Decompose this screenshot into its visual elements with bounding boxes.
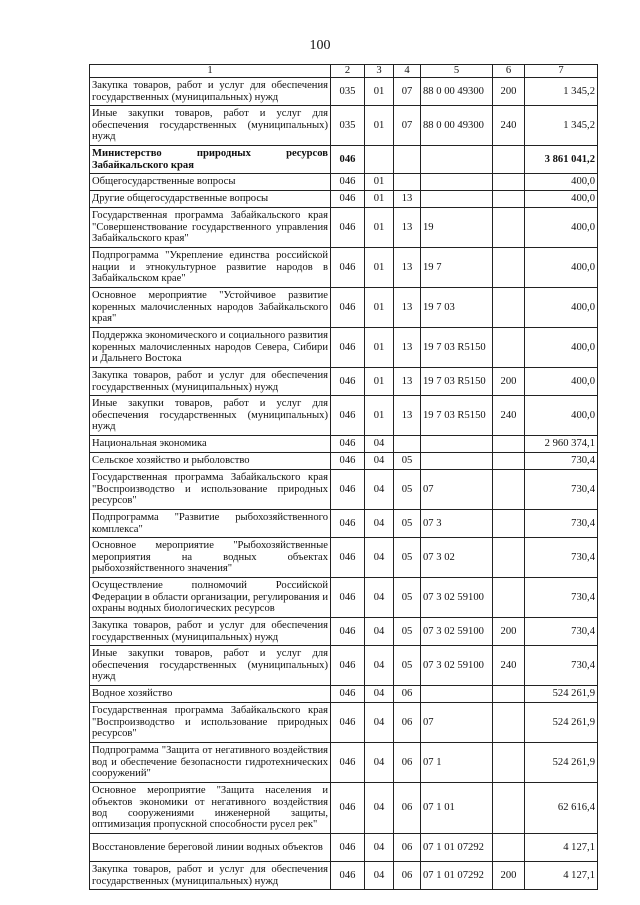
row-amount: 3 861 041,2 bbox=[525, 146, 598, 174]
row-subsection-code: 13 bbox=[394, 328, 421, 368]
table-row bbox=[90, 78, 598, 106]
row-subsection-code: 13 bbox=[394, 288, 421, 328]
row-subsection-code: 13 bbox=[394, 208, 421, 248]
row-subsection-code: 05 bbox=[394, 470, 421, 510]
row-amount: 400,0 bbox=[525, 208, 598, 248]
row-name-cell: Закупка товаров, работ и услуг для обеспечения государственных (муниципальных) нужд bbox=[90, 862, 331, 890]
table-row bbox=[90, 538, 598, 578]
row-name-cell: Восстановление береговой линии водных объектов bbox=[90, 834, 331, 862]
row-target-article: 19 7 03 R5150 bbox=[421, 396, 493, 436]
row-ministry-code: 046 bbox=[331, 248, 365, 288]
row-ministry-code: 046 bbox=[331, 510, 365, 538]
row-amount: 730,4 bbox=[525, 510, 598, 538]
row-section-code: 04 bbox=[365, 618, 394, 646]
row-target-article: 19 7 03 R5150 bbox=[421, 368, 493, 396]
row-amount: 524 261,9 bbox=[525, 686, 598, 703]
row-target-article: 07 3 02 59100 bbox=[421, 578, 493, 618]
row-amount: 524 261,9 bbox=[525, 743, 598, 783]
row-expense-type: 200 bbox=[493, 618, 525, 646]
header-col-3: 3 bbox=[365, 65, 394, 78]
row-ministry-code: 046 bbox=[331, 470, 365, 510]
row-target-article: 07 bbox=[421, 703, 493, 743]
table-row bbox=[90, 174, 598, 191]
row-expense-type bbox=[493, 538, 525, 578]
row-ministry-code: 046 bbox=[331, 368, 365, 396]
row-section-code: 04 bbox=[365, 436, 394, 453]
row-amount: 730,4 bbox=[525, 470, 598, 510]
table-row bbox=[90, 248, 598, 288]
row-name-cell: Государственная программа Забайкальского края "Воспроизводство и использование природных ресурсов" bbox=[90, 470, 331, 510]
table-row bbox=[90, 743, 598, 783]
row-name-cell: Закупка товаров, работ и услуг для обеспечения государственных (муниципальных) нужд bbox=[90, 78, 331, 106]
table-row bbox=[90, 783, 598, 834]
row-amount: 400,0 bbox=[525, 191, 598, 208]
page-number: 100 bbox=[309, 38, 331, 53]
table-row bbox=[90, 328, 598, 368]
row-ministry-code: 046 bbox=[331, 703, 365, 743]
row-subsection-code: 06 bbox=[394, 743, 421, 783]
row-target-article: 19 bbox=[421, 208, 493, 248]
row-expense-type bbox=[493, 328, 525, 368]
row-name-cell: Иные закупки товаров, работ и услуг для обеспечения государственных (муниципальных) нужд bbox=[90, 646, 331, 686]
row-name-cell: Водное хозяйство bbox=[90, 686, 331, 703]
row-amount: 4 127,1 bbox=[525, 862, 598, 890]
row-subsection-code bbox=[394, 174, 421, 191]
header-col-2: 2 bbox=[331, 65, 365, 78]
row-expense-type bbox=[493, 208, 525, 248]
row-amount: 400,0 bbox=[525, 396, 598, 436]
row-amount: 1 345,2 bbox=[525, 78, 598, 106]
row-target-article: 07 1 01 07292 bbox=[421, 862, 493, 890]
table-row bbox=[90, 703, 598, 743]
row-name-cell: Подпрограмма "Укрепление единства российской нации и этнокультурное развитие народов в Забайкальском крае" bbox=[90, 248, 331, 288]
row-amount: 400,0 bbox=[525, 328, 598, 368]
row-name-cell: Поддержка экономического и социального развития коренных малочисленных народов Севера, Сибири и Дальнего Востока bbox=[90, 328, 331, 368]
row-ministry-code: 046 bbox=[331, 862, 365, 890]
table-row bbox=[90, 453, 598, 470]
row-name-cell: Иные закупки товаров, работ и услуг для обеспечения государственных (муниципальных) нужд bbox=[90, 396, 331, 436]
row-name-cell: Министерство природных ресурсов Забайкальского края bbox=[90, 146, 331, 174]
table-row bbox=[90, 368, 598, 396]
row-target-article: 19 7 03 bbox=[421, 288, 493, 328]
row-section-code: 01 bbox=[365, 174, 394, 191]
row-target-article bbox=[421, 436, 493, 453]
row-section-code: 04 bbox=[365, 686, 394, 703]
row-ministry-code: 046 bbox=[331, 783, 365, 834]
row-ministry-code: 046 bbox=[331, 834, 365, 862]
row-amount: 4 127,1 bbox=[525, 834, 598, 862]
row-expense-type bbox=[493, 288, 525, 328]
row-section-code: 04 bbox=[365, 538, 394, 578]
row-ministry-code: 046 bbox=[331, 146, 365, 174]
table-row bbox=[90, 208, 598, 248]
row-section-code: 01 bbox=[365, 106, 394, 146]
row-expense-type: 240 bbox=[493, 396, 525, 436]
row-name-cell: Закупка товаров, работ и услуг для обеспечения государственных (муниципальных) нужд bbox=[90, 618, 331, 646]
row-ministry-code: 046 bbox=[331, 743, 365, 783]
row-target-article: 07 1 bbox=[421, 743, 493, 783]
row-target-article: 07 3 02 bbox=[421, 538, 493, 578]
row-name-cell: Осуществление полномочий Российской Федерации в области организации, регулирования и охраны водных биологических ресурсов bbox=[90, 578, 331, 618]
row-subsection-code: 06 bbox=[394, 686, 421, 703]
row-amount: 2 960 374,1 bbox=[525, 436, 598, 453]
row-section-code: 04 bbox=[365, 578, 394, 618]
table-row bbox=[90, 470, 598, 510]
row-expense-type bbox=[493, 703, 525, 743]
row-expense-type bbox=[493, 510, 525, 538]
row-name-cell: Подпрограмма "Развитие рыбохозяйственного комплекса" bbox=[90, 510, 331, 538]
row-expense-type bbox=[493, 248, 525, 288]
row-ministry-code: 046 bbox=[331, 686, 365, 703]
row-ministry-code: 046 bbox=[331, 208, 365, 248]
row-subsection-code: 13 bbox=[394, 191, 421, 208]
row-section-code: 04 bbox=[365, 834, 394, 862]
row-subsection-code: 06 bbox=[394, 783, 421, 834]
row-target-article bbox=[421, 453, 493, 470]
row-expense-type bbox=[493, 146, 525, 174]
row-subsection-code: 13 bbox=[394, 368, 421, 396]
row-expense-type bbox=[493, 453, 525, 470]
row-target-article bbox=[421, 686, 493, 703]
row-target-article: 07 bbox=[421, 470, 493, 510]
table-header-row bbox=[90, 65, 598, 78]
table-row bbox=[90, 646, 598, 686]
row-ministry-code: 046 bbox=[331, 436, 365, 453]
header-col-5: 5 bbox=[421, 65, 493, 78]
row-name-cell: Государственная программа Забайкальского края "Совершенствование государственного управления Забайкальского края" bbox=[90, 208, 331, 248]
row-subsection-code: 13 bbox=[394, 396, 421, 436]
row-amount: 730,4 bbox=[525, 618, 598, 646]
row-ministry-code: 046 bbox=[331, 396, 365, 436]
row-ministry-code: 046 bbox=[331, 618, 365, 646]
row-ministry-code: 046 bbox=[331, 646, 365, 686]
row-target-article: 88 0 00 49300 bbox=[421, 78, 493, 106]
row-subsection-code: 07 bbox=[394, 106, 421, 146]
table-row bbox=[90, 396, 598, 436]
row-target-article: 19 7 bbox=[421, 248, 493, 288]
row-target-article bbox=[421, 174, 493, 191]
row-amount: 400,0 bbox=[525, 248, 598, 288]
row-expense-type bbox=[493, 834, 525, 862]
row-amount: 524 261,9 bbox=[525, 703, 598, 743]
row-amount: 400,0 bbox=[525, 368, 598, 396]
row-target-article: 07 3 bbox=[421, 510, 493, 538]
row-expense-type: 200 bbox=[493, 78, 525, 106]
row-name-cell: Основное мероприятие "Рыбохозяйственные мероприятия на водных объектах рыбохозяйственного значения" bbox=[90, 538, 331, 578]
row-section-code: 04 bbox=[365, 743, 394, 783]
table-row bbox=[90, 618, 598, 646]
row-name-cell: Национальная экономика bbox=[90, 436, 331, 453]
row-name-cell: Иные закупки товаров, работ и услуг для обеспечения государственных (муниципальных) нужд bbox=[90, 106, 331, 146]
row-amount: 62 616,4 bbox=[525, 783, 598, 834]
row-target-article bbox=[421, 191, 493, 208]
row-section-code: 01 bbox=[365, 208, 394, 248]
row-ministry-code: 046 bbox=[331, 174, 365, 191]
row-name-cell: Общегосударственные вопросы bbox=[90, 174, 331, 191]
row-amount: 400,0 bbox=[525, 288, 598, 328]
row-section-code: 04 bbox=[365, 783, 394, 834]
row-subsection-code: 07 bbox=[394, 78, 421, 106]
table-row bbox=[90, 436, 598, 453]
row-section-code: 01 bbox=[365, 248, 394, 288]
header-col-6: 6 bbox=[493, 65, 525, 78]
row-expense-type: 200 bbox=[493, 368, 525, 396]
budget-table bbox=[89, 64, 598, 890]
table-row bbox=[90, 146, 598, 174]
row-amount: 730,4 bbox=[525, 453, 598, 470]
row-target-article bbox=[421, 146, 493, 174]
row-target-article: 19 7 03 R5150 bbox=[421, 328, 493, 368]
row-expense-type bbox=[493, 470, 525, 510]
row-section-code: 04 bbox=[365, 510, 394, 538]
row-ministry-code: 046 bbox=[331, 578, 365, 618]
row-section-code: 01 bbox=[365, 396, 394, 436]
row-target-article: 07 3 02 59100 bbox=[421, 646, 493, 686]
row-target-article: 88 0 00 49300 bbox=[421, 106, 493, 146]
row-name-cell: Государственная программа Забайкальского края "Воспроизводство и использование природных ресурсов" bbox=[90, 703, 331, 743]
row-section-code: 01 bbox=[365, 368, 394, 396]
row-subsection-code: 05 bbox=[394, 453, 421, 470]
row-target-article: 07 1 01 bbox=[421, 783, 493, 834]
table-row bbox=[90, 834, 598, 862]
row-expense-type: 240 bbox=[493, 106, 525, 146]
row-name-cell: Закупка товаров, работ и услуг для обеспечения государственных (муниципальных) нужд bbox=[90, 368, 331, 396]
row-name-cell: Подпрограмма "Защита от негативного воздействия вод и обеспечение безопасности гидротехнических сооружений" bbox=[90, 743, 331, 783]
row-subsection-code: 13 bbox=[394, 248, 421, 288]
row-expense-type bbox=[493, 578, 525, 618]
row-amount: 1 345,2 bbox=[525, 106, 598, 146]
row-expense-type: 200 bbox=[493, 862, 525, 890]
row-ministry-code: 035 bbox=[331, 106, 365, 146]
row-expense-type bbox=[493, 783, 525, 834]
row-subsection-code: 05 bbox=[394, 538, 421, 578]
row-amount: 730,4 bbox=[525, 646, 598, 686]
table-row bbox=[90, 288, 598, 328]
row-subsection-code bbox=[394, 146, 421, 174]
row-ministry-code: 046 bbox=[331, 288, 365, 328]
table-row bbox=[90, 578, 598, 618]
row-name-cell: Основное мероприятие "Устойчивое развитие коренных малочисленных народов Забайкальского края" bbox=[90, 288, 331, 328]
row-name-cell: Сельское хозяйство и рыболовство bbox=[90, 453, 331, 470]
row-subsection-code: 05 bbox=[394, 510, 421, 538]
row-subsection-code: 05 bbox=[394, 646, 421, 686]
row-expense-type: 240 bbox=[493, 646, 525, 686]
row-ministry-code: 035 bbox=[331, 78, 365, 106]
row-target-article: 07 3 02 59100 bbox=[421, 618, 493, 646]
table-row bbox=[90, 106, 598, 146]
row-expense-type bbox=[493, 743, 525, 783]
row-ministry-code: 046 bbox=[331, 191, 365, 208]
row-subsection-code: 06 bbox=[394, 862, 421, 890]
table-row bbox=[90, 686, 598, 703]
header-col-4: 4 bbox=[394, 65, 421, 78]
row-ministry-code: 046 bbox=[331, 538, 365, 578]
table-row bbox=[90, 862, 598, 890]
row-amount: 730,4 bbox=[525, 538, 598, 578]
row-section-code: 04 bbox=[365, 646, 394, 686]
table-row bbox=[90, 510, 598, 538]
row-section-code: 01 bbox=[365, 328, 394, 368]
row-section-code: 01 bbox=[365, 78, 394, 106]
row-subsection-code: 05 bbox=[394, 618, 421, 646]
row-ministry-code: 046 bbox=[331, 328, 365, 368]
header-col-7: 7 bbox=[525, 65, 598, 78]
row-amount: 730,4 bbox=[525, 578, 598, 618]
row-section-code: 04 bbox=[365, 470, 394, 510]
table-row bbox=[90, 191, 598, 208]
row-section-code bbox=[365, 146, 394, 174]
row-expense-type bbox=[493, 436, 525, 453]
row-name-cell: Другие общегосударственные вопросы bbox=[90, 191, 331, 208]
row-section-code: 01 bbox=[365, 191, 394, 208]
row-expense-type bbox=[493, 191, 525, 208]
row-section-code: 01 bbox=[365, 288, 394, 328]
row-subsection-code: 06 bbox=[394, 703, 421, 743]
row-expense-type bbox=[493, 174, 525, 191]
row-subsection-code bbox=[394, 436, 421, 453]
row-section-code: 04 bbox=[365, 862, 394, 890]
row-name-cell: Основное мероприятие "Защита населения и объектов экономики от негативного воздействия вод сооружениями инженерной защиты, оптимизация пропускной способности русел рек" bbox=[90, 783, 331, 834]
row-expense-type bbox=[493, 686, 525, 703]
row-subsection-code: 05 bbox=[394, 578, 421, 618]
header-col-1: 1 bbox=[90, 65, 331, 78]
row-amount: 400,0 bbox=[525, 174, 598, 191]
row-subsection-code: 06 bbox=[394, 834, 421, 862]
row-ministry-code: 046 bbox=[331, 453, 365, 470]
row-section-code: 04 bbox=[365, 453, 394, 470]
row-target-article: 07 1 01 07292 bbox=[421, 834, 493, 862]
row-section-code: 04 bbox=[365, 703, 394, 743]
